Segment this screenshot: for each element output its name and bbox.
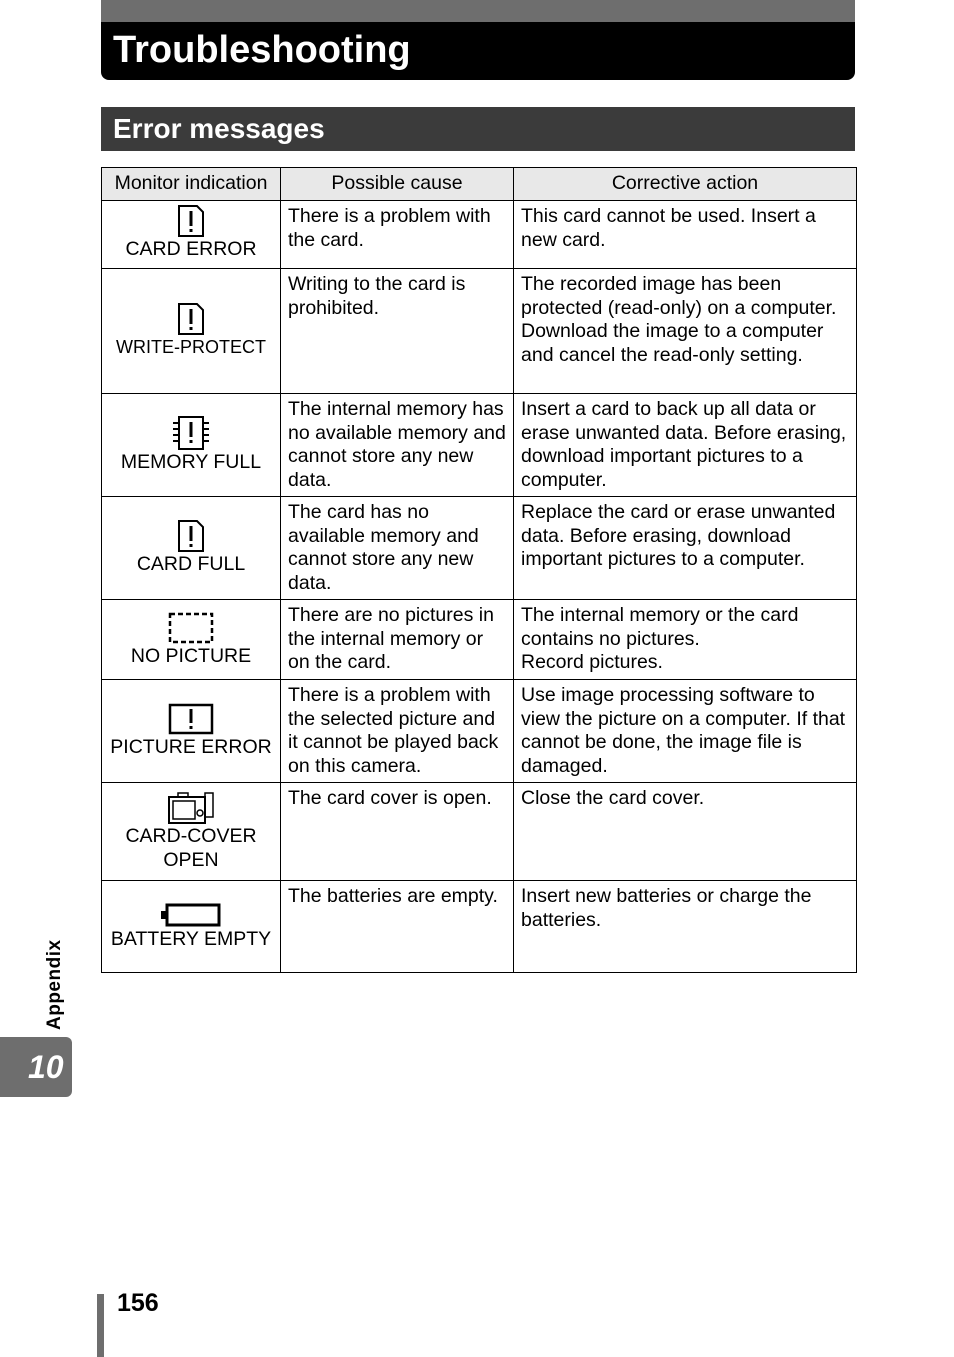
- monitor-indication-cell: [102, 394, 281, 497]
- possible-cause-cell: There is a problem with the selected picture and it cannot be played back on this camera.: [281, 680, 514, 783]
- chapter-number: 10: [28, 1049, 64, 1085]
- page-title: Troubleshooting: [113, 29, 411, 71]
- table-row: [102, 783, 857, 881]
- monitor-label: MEMORY FULL: [120, 451, 262, 474]
- header-monitor-indication: Monitor indication: [102, 168, 281, 201]
- title-bar-top-stripe: [101, 0, 855, 22]
- corrective-action-cell: Replace the card or erase unwanted data. Before erasing, download important pictures to a computer.: [514, 497, 857, 600]
- picture-error-icon: [167, 702, 215, 736]
- possible-cause-cell: There are no pictures in the internal memory or on the card.: [281, 600, 514, 680]
- table-header-row: [102, 168, 857, 201]
- card-cover-open-icon: [166, 791, 216, 825]
- table-row: [102, 881, 857, 973]
- monitor-indication-cell: [102, 600, 281, 680]
- table-row: [102, 680, 857, 783]
- possible-cause-cell: Writing to the card is prohibited.: [281, 269, 514, 394]
- card-full-icon: [177, 519, 205, 553]
- battery-empty-icon: [160, 902, 222, 928]
- corrective-action-cell: Insert a card to back up all data or erase unwanted data. Before erasing, download important pictures to a computer.: [514, 394, 857, 497]
- page-number-bar: [97, 1294, 104, 1357]
- monitor-label: BATTERY EMPTY: [110, 927, 272, 950]
- table-row: [102, 497, 857, 600]
- monitor-label: WRITE-PROTECT: [116, 337, 266, 358]
- monitor-indication-cell: [102, 497, 281, 600]
- monitor-label: NO PICTURE: [130, 644, 252, 667]
- section-bar: [101, 107, 855, 151]
- monitor-label: PICTURE ERROR: [110, 736, 272, 759]
- corrective-action-line: The internal memory or the card contains no pictures.: [521, 604, 799, 650]
- error-messages-table: [101, 167, 857, 973]
- possible-cause-cell: The card cover is open.: [281, 783, 514, 881]
- monitor-indication-cell: [102, 269, 281, 394]
- monitor-label: CARD ERROR: [125, 238, 257, 260]
- no-picture-icon: [167, 611, 215, 645]
- page-number: 156: [117, 1289, 159, 1317]
- corrective-action-line: Record pictures.: [521, 651, 663, 673]
- monitor-indication-cell: [102, 783, 281, 881]
- monitor-indication-cell: [102, 881, 281, 973]
- table-row: [102, 394, 857, 497]
- monitor-indication-cell: [102, 201, 281, 269]
- title-bar: [101, 0, 855, 80]
- corrective-action-cell: [514, 600, 857, 680]
- header-possible-cause: Possible cause: [281, 168, 514, 201]
- card-error-icon: [177, 204, 205, 238]
- corrective-action-cell: This card cannot be used. Insert a new card.: [514, 201, 857, 269]
- monitor-label: CARD-COVER OPEN: [125, 825, 257, 871]
- possible-cause-cell: The internal memory has no available memory and cannot store any new data.: [281, 394, 514, 497]
- header-corrective-action: Corrective action: [514, 168, 857, 201]
- table-row: [102, 201, 857, 269]
- table-row: [102, 600, 857, 680]
- chapter-tab: [0, 1037, 72, 1097]
- possible-cause-cell: The card has no available memory and cannot store any new data.: [281, 497, 514, 600]
- monitor-label: CARD FULL: [136, 553, 246, 576]
- memory-full-icon: [172, 415, 210, 451]
- corrective-action-cell: Close the card cover.: [514, 783, 857, 881]
- possible-cause-cell: There is a problem with the card.: [281, 201, 514, 269]
- monitor-indication-cell: [102, 680, 281, 783]
- table-row: [102, 269, 857, 394]
- chapter-section-label: Appendix: [44, 939, 65, 1030]
- corrective-action-cell: The recorded image has been protected (read-only) on a computer. Download the image to a computer and cancel the read-only setting.: [514, 269, 857, 394]
- possible-cause-cell: The batteries are empty.: [281, 881, 514, 973]
- corrective-action-cell: Insert new batteries or charge the batteries.: [514, 881, 857, 973]
- write-protect-icon: [177, 302, 205, 336]
- corrective-action-cell: Use image processing software to view the picture on a computer. If that cannot be done, the image file is damaged.: [514, 680, 857, 783]
- section-title: Error messages: [113, 113, 325, 144]
